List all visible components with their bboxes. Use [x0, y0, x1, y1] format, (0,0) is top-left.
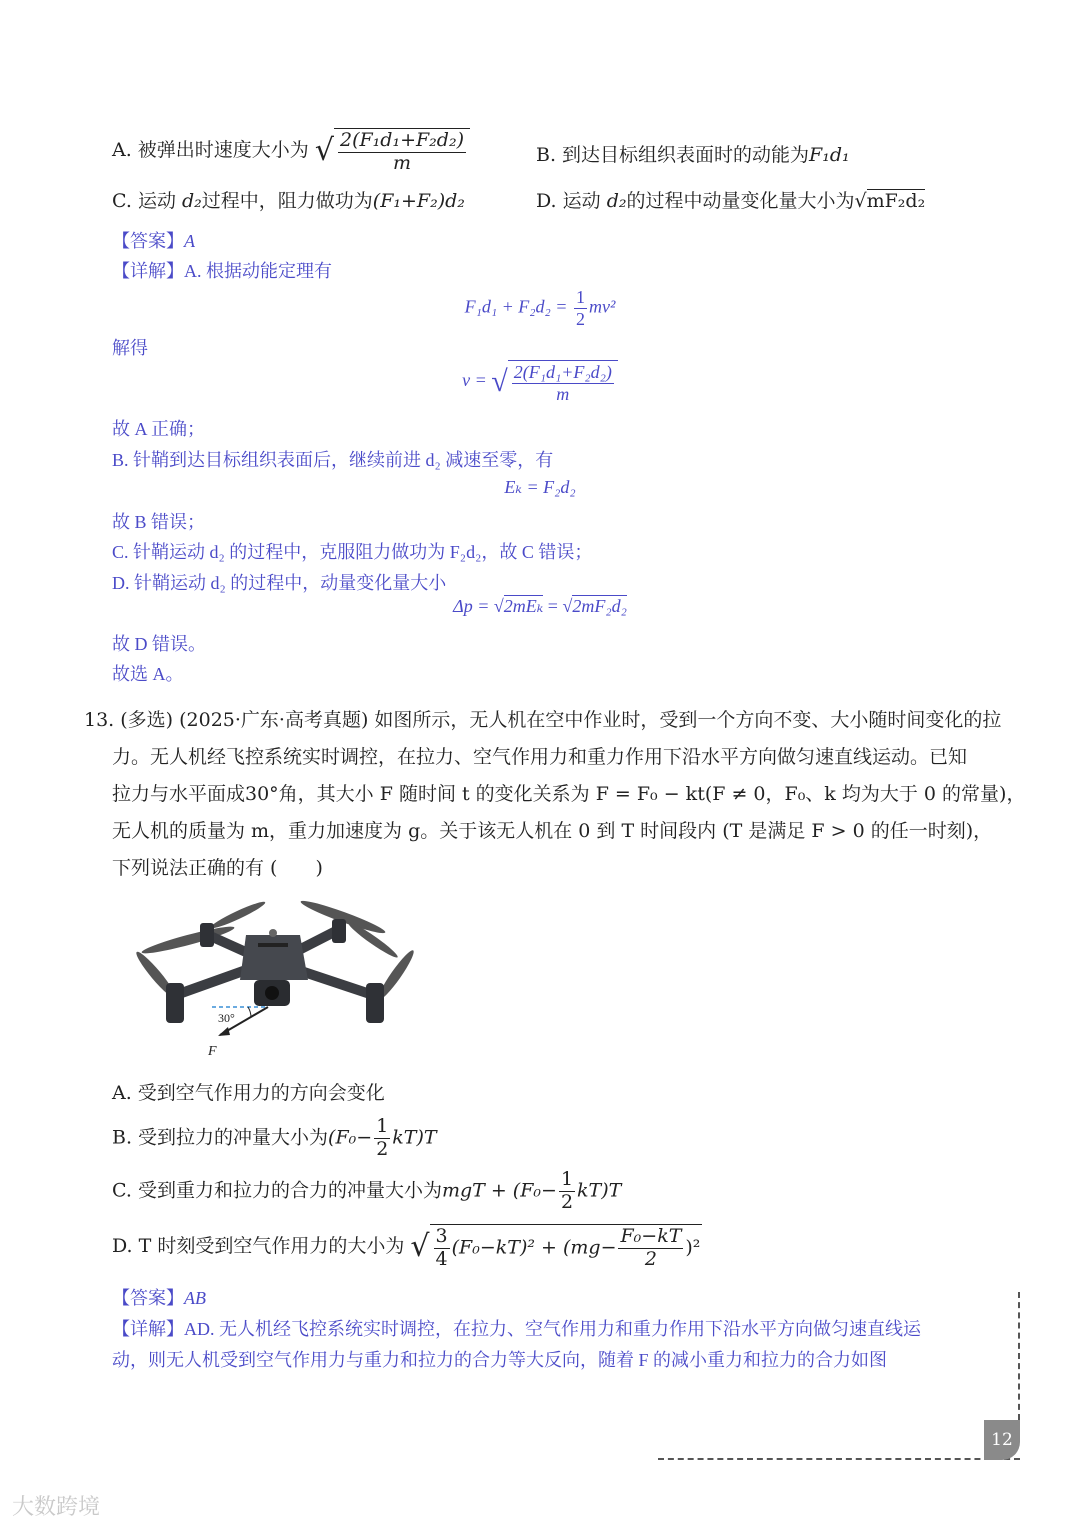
q13-stem-line-5: 下列说法正确的有 ( ) — [112, 857, 323, 879]
q13-option-a: A. 受到空气作用力的方向会变化 — [112, 1082, 385, 1104]
watermark: 大数跨境 — [12, 1495, 101, 1520]
angle-label: 30° — [218, 1011, 235, 1025]
page-border-vertical — [1018, 1292, 1020, 1420]
q13-detail-line-2: 动，则无人机受到空气作用力与重力和拉力的合力等大反向，随着 F 的减小重力和拉力的合力如图 — [112, 1350, 888, 1370]
q13-answer: 【答案】AB — [112, 1288, 206, 1308]
q12-solve-label: 解得 — [112, 338, 148, 358]
q13-stem-line-2: 力。无人机经飞控系统实时调控，在拉力、空气作用力和重力作用下沿水平方向做匀速直线运动。已知 — [112, 746, 968, 768]
q12-option-b: B. 到达目标组织表面时的动能为F₁d₁ — [536, 144, 850, 166]
q12-detail-b: B. 针鞘到达目标组织表面后，继续前进 d₂ 减速至零，有 — [112, 450, 554, 470]
q13-detail-line-1: 【详解】AD. 无人机经飞控系统实时调控，在拉力、空气作用力和重力作用下沿水平方向做匀速直线运 — [112, 1319, 921, 1339]
q12-equation-3: Eₖ = F₂d₂ — [504, 477, 576, 497]
drone-figure — [128, 895, 418, 1065]
q12-answer: 【答案】A — [112, 231, 195, 251]
q12-b-wrong: 故 B 错误； — [112, 512, 206, 532]
q12-a-correct: 故 A 正确； — [112, 419, 206, 439]
q13-option-d: D. T 时刻受到空气作用力的大小为 √ $\frac{3}{4}$ (F₀−kT)² + (mg− $\frac{\text{F₀−kT}}{2}$ )² — [112, 1225, 701, 1270]
q12-option-a: A. 被弹出时速度大小为 √ $\frac{\text{2(F₁d₁+F₂d₂)}}{m}$ — [112, 128, 470, 174]
page-border-horizontal — [658, 1458, 1020, 1460]
q13-stem-line-4: 无人机的质量为 m，重力加速度为 g。关于该无人机在 0 到 T 时间段内 (T 是满足 F > 0 的任一时刻)， — [112, 820, 993, 842]
q12-detail-d: D. 针鞘运动 d₂ 的过程中，动量变化量大小 — [112, 573, 447, 593]
force-label: F — [208, 1044, 217, 1059]
q12-equation-1: F₁d₁ + F₂d₂ = $\frac{1}{2}$ mv² — [464, 287, 616, 329]
q12-equation-4: Δp = √2mEₖ = √2mF₂d₂ — [453, 596, 627, 616]
q12-option-c: C. 运动 d₂过程中，阻力做功为(F₁+F₂)d₂ — [112, 190, 465, 212]
q12-choose: 故选 A。 — [112, 664, 184, 684]
q12-option-d: D. 运动 d₂的过程中动量变化量大小为√mF₂d₂ — [536, 190, 926, 212]
q12-detail-c: C. 针鞘运动 d₂ 的过程中，克服阻力做功为 F₂d₂，故 C 错误； — [112, 542, 593, 562]
page-number: 12 — [984, 1420, 1020, 1460]
q13-stem-line-3: 拉力与水平面成30°角，其大小 F 随时间 t 的变化关系为 F = F₀ − kt(F ≠ 0，F₀、k 均为大于 0 的常量)， — [112, 783, 1026, 805]
drone-body — [240, 935, 308, 980]
q13-stem-line-1: 13. (多选) (2025·广东·高考真题) 如图所示，无人机在空中作业时，受到一个方向不变、大小随时间变化的拉 — [84, 709, 1002, 731]
q13-option-b: B. 受到拉力的冲量大小为(F₀− $\frac{1}{2}$ kT)T — [112, 1115, 437, 1160]
q13-option-c: C. 受到重力和拉力的合力的冲量大小为mgT + (F₀− $\frac{1}{2}$ kT)T — [112, 1168, 622, 1213]
q12-equation-2: v = √ $\frac{\text{2(F₁d₁+F₂d₂)}}{m}$ — [0, 360, 1080, 404]
q12-d-wrong: 故 D 错误。 — [112, 634, 206, 654]
q12-detail-a: 【详解】A. 根据动能定理有 — [112, 261, 332, 281]
